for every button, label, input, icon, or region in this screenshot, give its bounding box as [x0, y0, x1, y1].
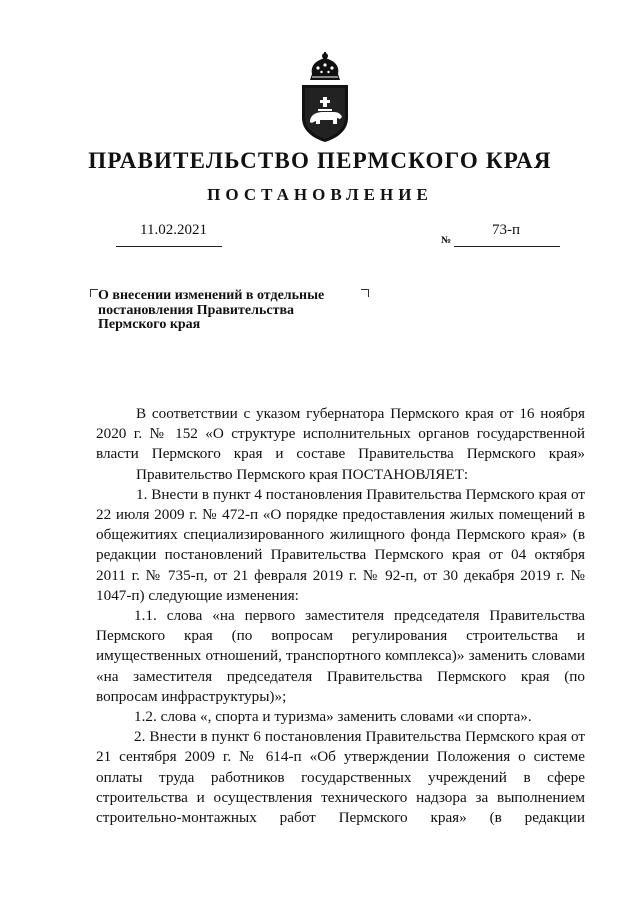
- item-2-paragraph: 2. Внести в пункт 6 постановления Правительства Пермского края от 21 сентября 2009 г. № 614-п «Об утверждении Положения о системе оплаты труда работников государственных учреждений в сфере строительства и осуществления технического надзора за выполнением строительно-монтажных работ Пермского края» (в редакции: [96, 728, 585, 827]
- item-1-paragraph: 1. Внести в пункт 4 постановления Правительства Пермского края от 22 июля 2009 г. № 472-п «О порядке предоставления жилых помещений в общежитиях специализированного жилищного фонда Пермского края» (в редакции постановлений Правительства Пермского края от 04 октября 2011 г. № 735-п, от 21 февраля 2019 г. № 92-п, от 30 декабря 2019 г. № 1047-п) следующие изменения:: [96, 485, 585, 604]
- preamble-paragraph: В соответствии с указом губернатора Пермского края от 16 ноября 2020 г. № 152 «О структуре исполнительных органов государственной власти Пермского края и составе Правительства Пермского края»: [96, 405, 585, 463]
- item-1-2-paragraph: 1.2. слова «, спорта и туризма» заменить словами «и спорта».: [134, 708, 532, 726]
- document-subject: [98, 289, 363, 333]
- document-number: 73-п: [492, 222, 521, 238]
- number-underline: [454, 246, 560, 247]
- subject-line: Пермского края: [98, 317, 201, 332]
- number-sign: №: [441, 235, 452, 246]
- document-type: ПОСТАНОВЛЕНИЕ: [207, 185, 433, 204]
- resolution-paragraph: Правительство Пермского края ПОСТАНОВЛЯЕТ:: [136, 465, 469, 483]
- item-1-1-paragraph: 1.1. слова «на первого заместителя председателя Правительства Пермского края (по вопросам регулирования строительства и имущественных отношений, транспортного комплекса)» заменить словами «на заместителя председателя Правительства Пермского края (по вопросам инфраструктуры)»;: [96, 607, 585, 705]
- subject-line: постановления Правительства: [98, 302, 294, 318]
- document-body: [96, 404, 585, 828]
- document-date: 11.02.2021: [140, 222, 207, 238]
- coat-of-arms-icon: [296, 52, 354, 144]
- subject-bracket-left: [90, 289, 98, 297]
- org-title: ПРАВИТЕЛЬСТВО ПЕРМСКОГО КРАЯ: [88, 148, 552, 173]
- date-underline: [116, 246, 222, 247]
- subject-line: О внесении изменений в отдельные: [98, 288, 325, 303]
